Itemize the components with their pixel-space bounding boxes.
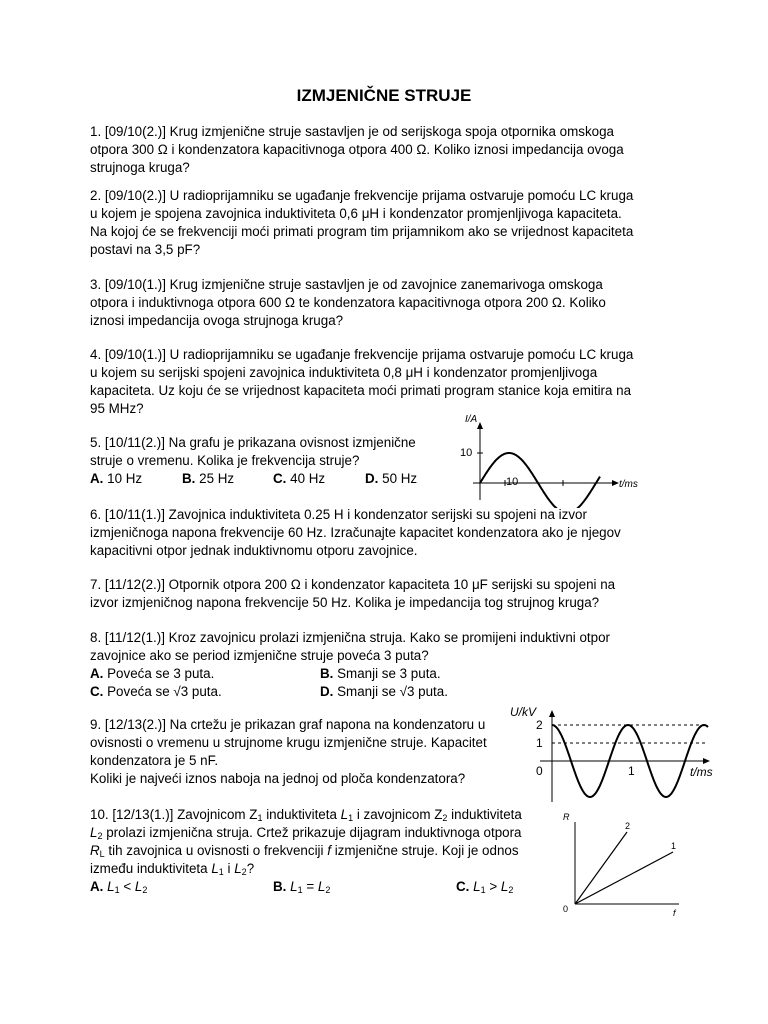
- question-6: [90, 506, 621, 560]
- x-axis-label: t/ms: [690, 765, 713, 779]
- question-text-line: 7. [11/12(2.)] Otpornik otpora 200 Ω i kondenzator kapaciteta 10 μF serijski su spojeni na: [90, 577, 616, 592]
- question-text-line: 4. [09/10(1.)] U radioprijamniku se ugađanje frekvencije prijama ostvaruje pomoću LC kruga: [90, 347, 634, 362]
- origin-label: 0: [563, 904, 569, 914]
- question-text-line: otpora i induktivnoga otpora 600 Ω te kondenzatora kapacitivnoga otpora 200 Ω. Koliko: [90, 295, 606, 310]
- option-c: C. $L_1 > L_2$: [456, 879, 514, 895]
- origin-label: 0: [536, 764, 543, 778]
- answer-options: [90, 665, 690, 683]
- question-7: [90, 576, 615, 612]
- question-2: [90, 187, 633, 259]
- question-5: [90, 434, 473, 488]
- line-1-label: 1: [671, 841, 677, 851]
- question-text-line: 1. [09/10(2.)] Krug izmjenične struje sastavljen je od serijskoga spoja otpornika omskoga: [90, 124, 614, 139]
- page-title: IZMJENIČNE STRUJE: [296, 86, 472, 105]
- question-text-line: 5. [10/11(2.)] Na grafu je prikazana ovisnost izmjenične: [90, 435, 416, 450]
- x-axis-label: f: [673, 908, 676, 918]
- option-d: D. Smanji se √3 puta.: [320, 684, 448, 699]
- y-tick-2: 2: [536, 718, 543, 732]
- question-text-line: kapaciteta. Uz koju će se vrijednost kapaciteta moći primati program stanice koja emitira na: [90, 383, 632, 398]
- question-text-line: Na kojoj će se frekvenciji moći primati program tim prijamnikom ako se vrijednost kapaciteta: [90, 224, 634, 239]
- y-tick-label: 10: [460, 447, 473, 459]
- inductive-resistance-graph: [555, 808, 695, 923]
- line-2-label: 2: [625, 821, 631, 831]
- y-axis-label: U/kV: [510, 705, 537, 719]
- question-text-line: kondenzatora je 5 nF.: [90, 753, 219, 768]
- option-c: C. 40 Hz: [273, 471, 326, 486]
- question-text-line: ovisnosti o vremenu u strujnome krugu izmjenične struje. Kapacitet: [90, 735, 487, 750]
- x-tick-1: 1: [628, 764, 635, 778]
- question-text-line: iznosi impedancija ovoga strujnoga kruga?: [90, 313, 344, 328]
- answer-options: [90, 878, 560, 896]
- question-text-line: strujnoga kruga?: [90, 160, 190, 175]
- question-text-line: zavojnice ako se period izmjenične struje poveća 3 puta?: [90, 648, 429, 663]
- question-text-line: 6. [10/11(1.)] Zavojnica induktiviteta 0.25 H i kondenzator serijski su spojeni na izvor: [90, 507, 587, 522]
- question-text-line: kapacitivni otpor jednak induktivnomu otporu zavojnice.: [90, 543, 418, 558]
- y-axis-label: R: [563, 812, 570, 822]
- question-text-line: struje o vremenu. Kolika je frekvencija struje?: [90, 453, 360, 468]
- option-a: A. Poveća se 3 puta.: [90, 666, 215, 681]
- question-text-line: postavi na 3,5 pF?: [90, 242, 201, 257]
- answer-options: [90, 470, 470, 488]
- question-8: [90, 629, 690, 701]
- question-text-line: izmjeničnoga napona frekvencije 60 Hz. Izračunajte kapacitet kondenzatora ako je njegov: [90, 525, 621, 540]
- y-axis-label: I/A: [465, 414, 478, 425]
- question-text-line: $L_2$ prolazi izmjenična struja. Crtež prikazuje dijagram induktivnoga otpora: [90, 825, 522, 841]
- y-tick-1: 1: [536, 736, 543, 750]
- question-text-line: Koliki je najveći iznos naboja na jednoj od ploča kondenzatora?: [90, 771, 466, 786]
- voltage-time-graph: [510, 698, 730, 808]
- line-1: [575, 852, 673, 904]
- question-text-line: $R_L$ tih zavojnica u ovisnosti o frekvenciji f izmjenične struje. Koji je odnos: [90, 843, 519, 859]
- question-text-line: 10. [12/13(1.)] Zavojnicom $Z_1$ induktiviteta $L_1$ i zavojnicom $Z_2$ induktiviteta: [90, 807, 522, 823]
- option-a: A. $L_1 < L_2$: [90, 879, 148, 895]
- question-3: [90, 276, 606, 330]
- question-text-line: 2. [09/10(2.)] U radioprijamniku se ugađanje frekvencije prijama ostvaruje pomoću LC kruga: [90, 188, 634, 203]
- question-text-line: izvor izmjeničnog napona frekvencije 50 Hz. Kolika je impedancija tog strujnog kruga?: [90, 595, 600, 610]
- question-text-line: u kojem je spojena zavojnica induktiviteta 0,6 μH i kondenzator promjenljivoga kapaciteta.: [90, 206, 622, 221]
- question-text-line: 95 MHz?: [90, 401, 144, 416]
- question-1: [90, 123, 624, 177]
- x-tick-label: 10: [506, 476, 519, 488]
- option-d: D. 50 Hz: [365, 471, 418, 486]
- option-b: B. $L_1 = L_2$: [273, 879, 331, 895]
- question-text-line: 9. [12/13(2.)] Na crtežu je prikazan graf napona na kondenzatoru u: [90, 717, 486, 732]
- question-10: [90, 806, 560, 896]
- option-b: B. 25 Hz: [182, 471, 235, 486]
- current-time-graph: [455, 408, 655, 508]
- option-c: C. Poveća se √3 puta.: [90, 684, 222, 699]
- option-a: A. 10 Hz: [90, 471, 143, 486]
- question-9: [90, 716, 487, 788]
- line-2: [575, 832, 627, 904]
- question-text-line: između induktiviteta $L_1$ i $L_2$?: [90, 861, 255, 877]
- question-text-line: u kojem su serijski spojeni zavojnica induktiviteta 0,8 μH i kondenzator promjenljivoga: [90, 365, 598, 380]
- question-text-line: 3. [09/10(1.)] Krug izmjenične struje sastavljen je od zavojnice zanemarivoga omskoga: [90, 277, 603, 292]
- option-b: B. Smanji se 3 puta.: [320, 666, 441, 681]
- question-text-line: 8. [11/12(1.)] Kroz zavojnicu prolazi izmjenična struja. Kako se promijeni induktivni otpor: [90, 630, 610, 645]
- question-text-line: otpora 300 Ω i kondenzatora kapacitivnoga otpora 400 Ω. Koliko iznosi impedancija ovoga: [90, 142, 624, 157]
- x-axis-label: t/ms: [619, 479, 638, 490]
